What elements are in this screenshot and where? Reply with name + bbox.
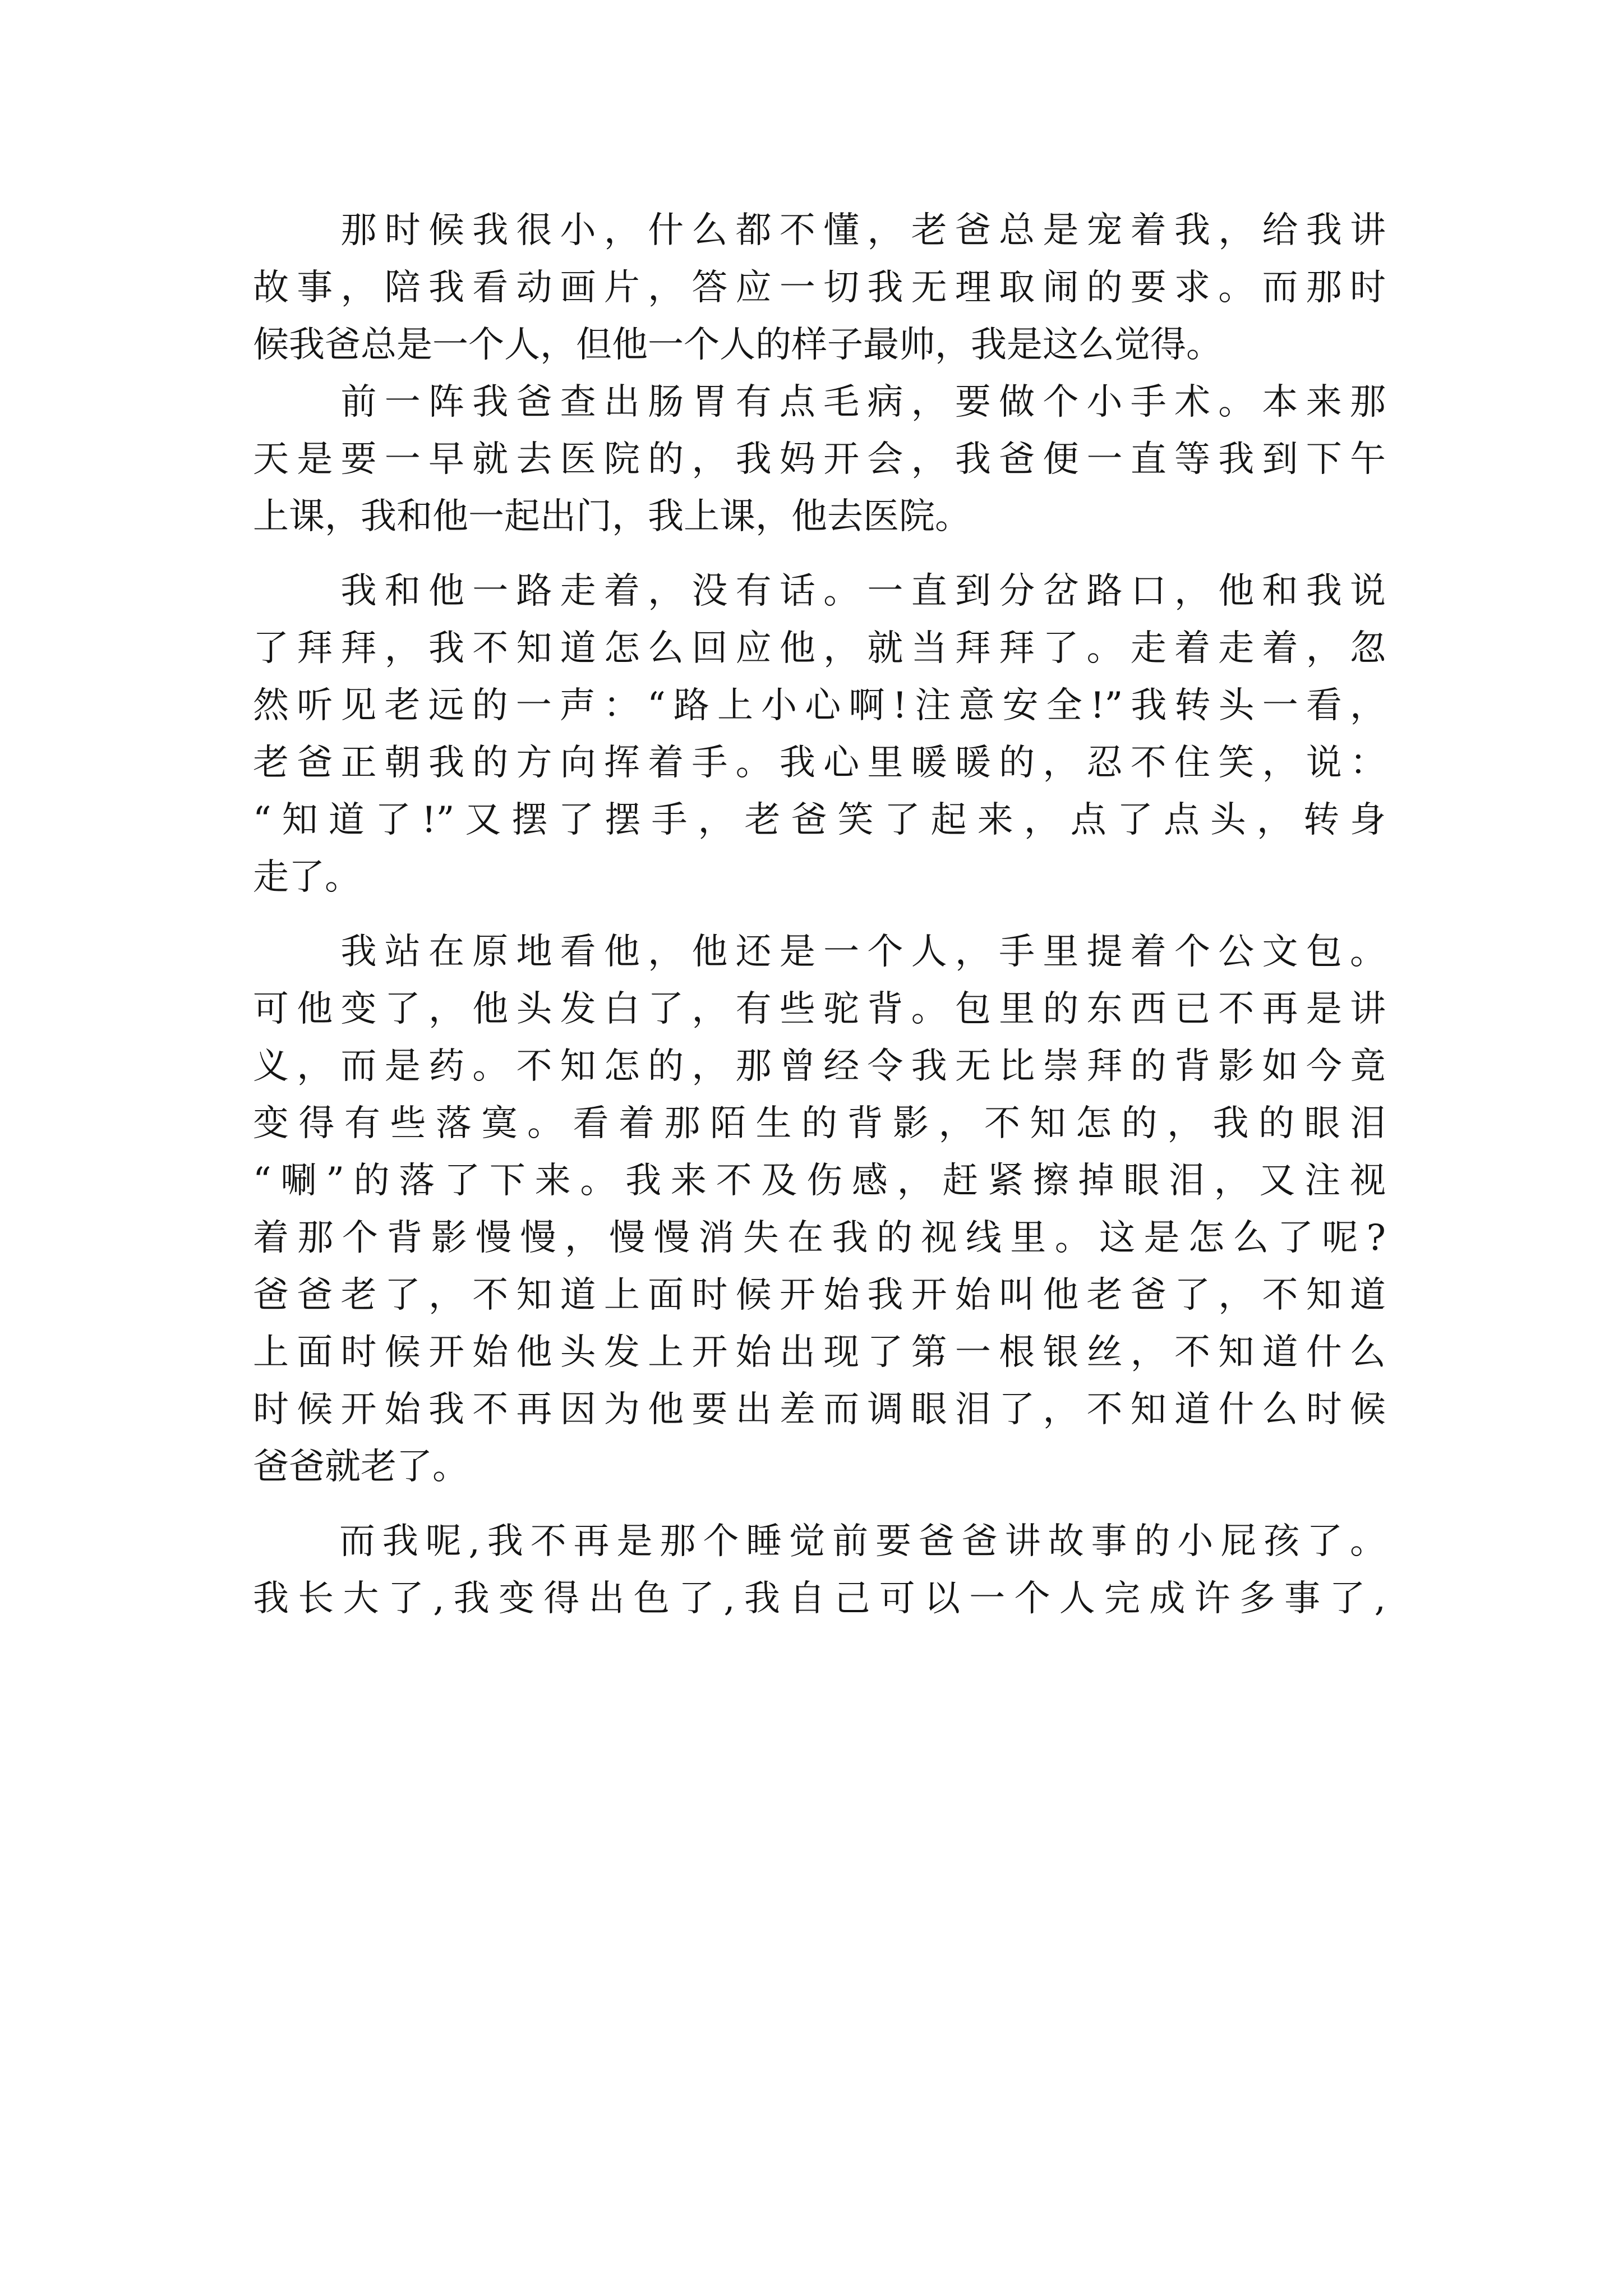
text-line: 爸爸老了，不知道上面时候开始我开始叫他老爸了，不知道 [253,1274,1386,1316]
paragraph-3 [253,563,1386,906]
text-line: 我和他一路走着，没有话。一直到分岔路口，他和我说 [253,570,1386,612]
paragraph-1 [253,202,1386,374]
paragraph-5 [253,1513,1386,1627]
text-line: 变得有些落寞。看着那陌生的背影，不知怎的，我的眼泪 [253,1103,1386,1144]
text-line: 我长大了,我变得出色了,我自己可以一个人完成许多事了, [253,1578,1386,1619]
text-line: 可他变了，他头发白了，有些驼背。包里的东西已不再是讲 [253,988,1386,1030]
text-line: 然听见老远的一声：“路上小心啊!注意安全!”我转头一看， [253,685,1386,726]
paragraph-gap [253,906,1386,923]
text-line: 我站在原地看他，他还是一个人，手里提着个公文包。 [253,931,1386,973]
text-line: 老爸正朝我的方向挥着手。我心里暖暖的，忍不住笑，说： [253,742,1386,784]
paragraph-4 [253,923,1386,1496]
text-line: 爸爸就老了。 [253,1446,468,1488]
essay-body [253,202,1386,1627]
text-line: “唰”的落了下来。我来不及伤感，赶紧擦掉眼泪，又注视 [253,1160,1386,1202]
text-line: “知道了!”又摆了摆手，老爸笑了起来，点了点头，转身 [253,799,1386,841]
text-line: 前一阵我爸查出肠胃有点毛病，要做个小手术。本来那 [253,381,1386,423]
paragraph-gap [253,1496,1386,1513]
text-line: 上面时候开始他头发上开始出现了第一根银丝，不知道什么 [253,1332,1386,1373]
text-line: 而我呢,我不再是那个睡觉前要爸爸讲故事的小屁孩了。 [253,1521,1386,1562]
text-line: 天是要一早就去医院的，我妈开会，我爸便一直等我到下午 [253,439,1386,480]
text-line: 候我爸总是一个人，但他一个人的样子最帅，我是这么觉得。 [253,324,1222,366]
text-line: 了拜拜，我不知道怎么回应他，就当拜拜了。走着走着，忽 [253,628,1386,669]
text-line: 义，而是药。不知怎的，那曾经令我无比崇拜的背影如今竟 [253,1046,1386,1087]
text-line: 时候开始我不再因为他要出差而调眼泪了，不知道什么时候 [253,1389,1386,1430]
text-line: 走了。 [253,857,361,898]
paragraph-gap [253,545,1386,563]
text-line: 故事，陪我看动画片，答应一切我无理取闹的要求。而那时 [253,267,1386,309]
text-line: 那时候我很小，什么都不懂，老爸总是宠着我，给我讲 [253,210,1386,251]
text-line: 上课，我和他一起出门，我上课，他去医院。 [253,496,971,537]
paragraph-2 [253,374,1386,545]
text-line: 着那个背影慢慢，慢慢消失在我的视线里。这是怎么了呢? [253,1217,1386,1259]
